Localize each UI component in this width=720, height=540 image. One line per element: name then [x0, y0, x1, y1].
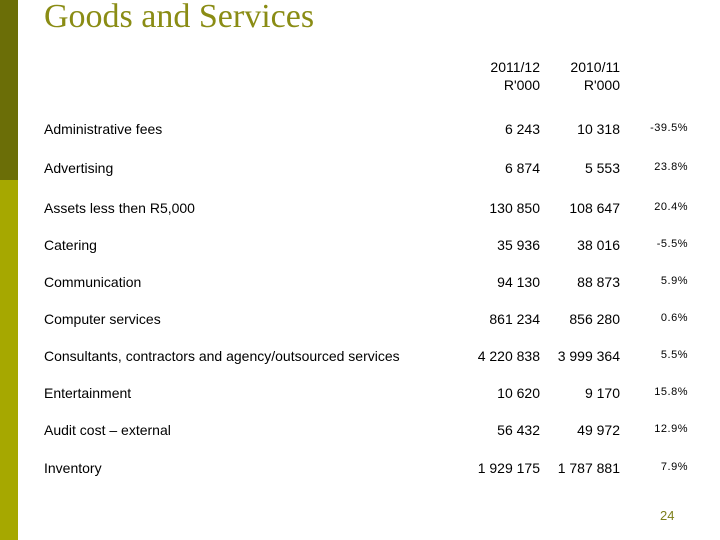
slide-title: Goods and Services — [44, 0, 315, 35]
value-2011-12: 6 874 — [504, 160, 540, 176]
percent-change: -39.5% — [650, 122, 688, 134]
value-2010-11: 1 787 881 — [557, 460, 620, 476]
column-header-2011-12 — [450, 58, 540, 94]
percent-change: 0.6% — [660, 312, 688, 324]
value-2011-12: 35 936 — [497, 237, 540, 253]
percent-change: 12.9% — [654, 423, 688, 435]
column-header-unit: R'000 — [503, 77, 540, 93]
value-2010-11: 108 647 — [569, 200, 620, 216]
column-header-unit: R'000 — [583, 77, 620, 93]
row-label: Assets less then R5,000 — [44, 200, 195, 216]
row-label: Advertising — [44, 160, 114, 176]
value-2010-11: 9 170 — [584, 385, 620, 401]
row-label: Administrative fees — [44, 121, 163, 137]
percent-change: 23.8% — [654, 161, 688, 173]
percent-change: 5.9% — [660, 275, 688, 287]
value-2011-12: 861 234 — [489, 311, 540, 327]
page-number: 24 — [660, 508, 675, 523]
row-label: Entertainment — [44, 385, 132, 401]
value-2011-12: 130 850 — [489, 200, 540, 216]
column-header-year: 2010/11 — [570, 59, 620, 75]
row-label: Computer services — [44, 311, 161, 327]
value-2010-11: 88 873 — [577, 274, 620, 290]
column-header-year: 2011/12 — [490, 59, 540, 75]
row-label: Consultants, contractors and agency/outsourced services — [44, 348, 400, 364]
value-2011-12: 4 220 838 — [477, 348, 540, 364]
value-2011-12: 10 620 — [497, 385, 540, 401]
row-label: Catering — [44, 237, 97, 253]
value-2010-11: 856 280 — [569, 311, 620, 327]
decorative-bar-top — [0, 0, 18, 180]
value-2011-12: 6 243 — [504, 121, 540, 137]
value-2011-12: 94 130 — [497, 274, 540, 290]
percent-change: -5.5% — [656, 238, 688, 250]
value-2010-11: 3 999 364 — [557, 348, 620, 364]
value-2011-12: 56 432 — [497, 422, 540, 438]
percent-change: 7.9% — [660, 461, 688, 473]
row-label: Inventory — [44, 460, 102, 476]
decorative-bar-bottom — [0, 180, 18, 540]
value-2010-11: 5 553 — [584, 160, 620, 176]
value-2010-11: 49 972 — [577, 422, 620, 438]
percent-change: 15.8% — [654, 386, 688, 398]
row-label: Communication — [44, 274, 142, 290]
column-header-2010-11 — [530, 58, 620, 94]
row-label: Audit cost – external — [44, 422, 171, 438]
value-2011-12: 1 929 175 — [477, 460, 540, 476]
percent-change: 20.4% — [654, 201, 688, 213]
value-2010-11: 10 318 — [577, 121, 620, 137]
value-2010-11: 38 016 — [577, 237, 620, 253]
percent-change: 5.5% — [660, 349, 688, 361]
